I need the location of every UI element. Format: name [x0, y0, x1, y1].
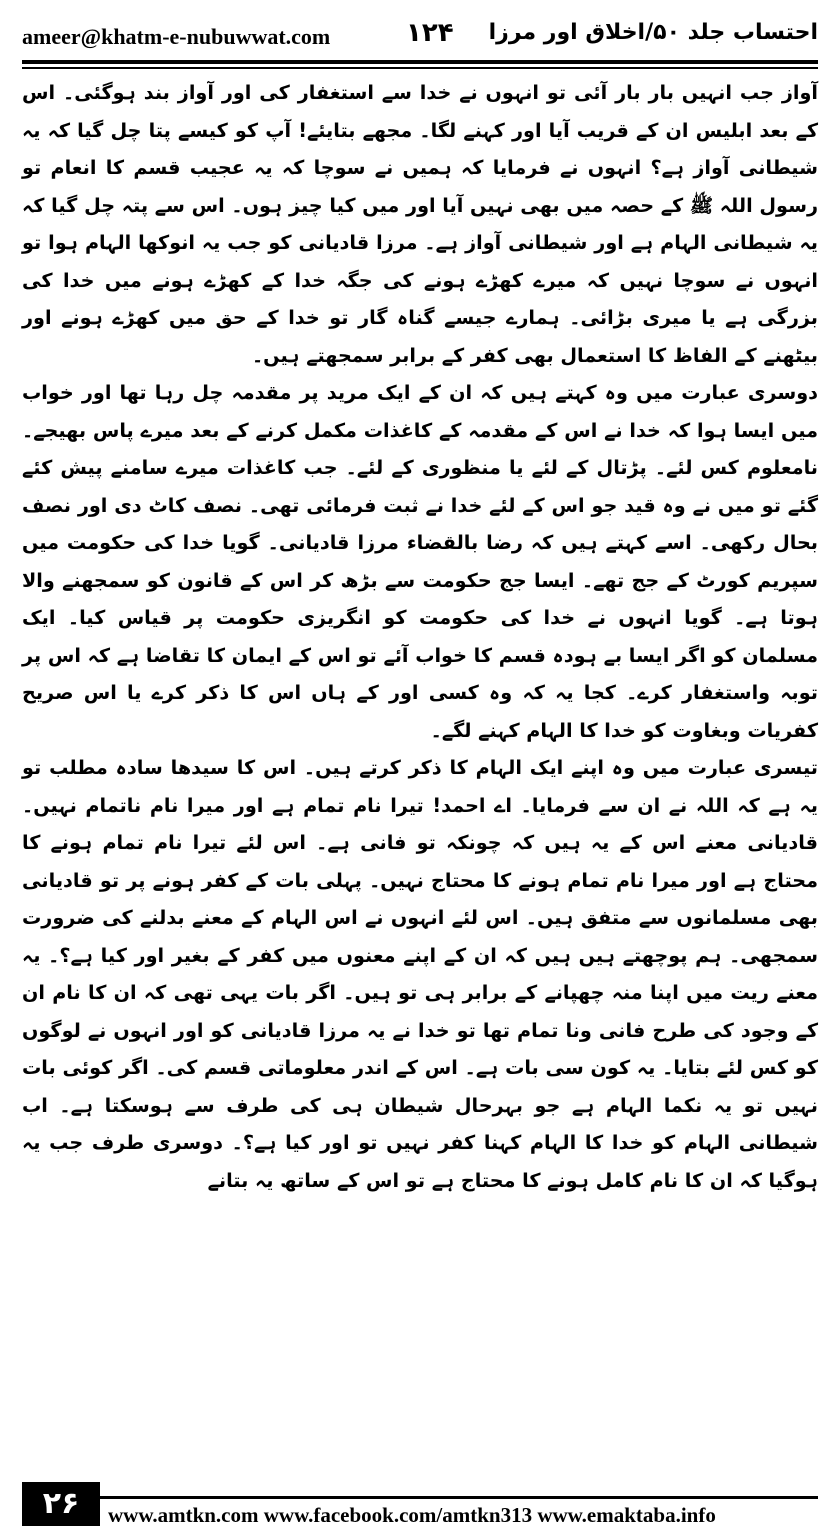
running-title: احتساب جلد ۵۰/اخلاق اور مرزا — [488, 20, 818, 45]
header-email: ameer@khatm-e-nubuwwat.com — [22, 24, 331, 49]
footer-urls: www.amtkn.com www.facebook.com/amtkn313 www.emaktaba.info — [108, 1503, 716, 1527]
header-rule-thick — [22, 60, 818, 64]
page-header — [22, 18, 818, 54]
footer-url-bar — [100, 1496, 818, 1526]
paragraph: دوسری عبارت میں وہ کہتے ہیں کہ ان کے ایک مرید پر مقدمہ چل رہا تھا اور خواب میں ایسا ہوا کہ خدا نے اس کے مقدمہ کے کاغذات مکمل کرنے کے بعد میرے پاس بھیجے۔ نامعلوم کس لئے۔ پڑتال کے لئے یا منظوری کے لئے۔ جب کاغذات میرے سامنے پیش کئے گئے تو میں نے وہ قید جو اس کے لئے خدا نے ثبت فرمائی تھی۔ نصف کاٹ دی اور نصف بحال رکھی۔ اسے کہتے ہیں کہ رضا بالقضاء مرزا قادیانی۔ گویا خدا کی حکومت میں سپریم کورٹ کے جج تھے۔ ایسا جج حکومت سے بڑھ کر اس کے قانون کو سمجھنے والا ہوتا ہے۔ گویا انہوں نے خدا کی حکومت کو انگریزی حکومت پر قیاس کیا۔ ایک مسلمان کو اگر ایسا بے ہودہ قسم کا خواب آئے تو اس کے ایمان کا تقاضا ہے کہ اس پر توبہ واستغفار کرے۔ کجا یہ کہ وہ کسی اور کے ہاں اس کا ذکر کرے یا اس صریح کفریات وبغاوت کو خدا کا الہام کہنے لگے۔ — [22, 381, 818, 742]
body-text — [22, 74, 818, 1199]
paragraph: تیسری عبارت میں وہ اپنے ایک الہام کا ذکر کرتے ہیں۔ اس کا سیدھا سادہ مطلب تو یہ ہے کہ اللہ نے ان سے فرمایا۔ اے احمد! تیرا نام تمام ہے اور میرا نام ناتمام نہیں۔ قادیانی معنے اس کے یہ ہیں کہ چونکہ تو فانی ہے۔ اس لئے تیرا نام تمام ہونے کا محتاج ہے اور میرا نام تمام ہونے کا محتاج نہیں۔ پہلی بات کے کفر ہونے پر تو قادیانی بھی مسلمانوں سے متفق ہیں۔ اس لئے انہوں نے اس الہام کے معنے بدلنے کی ضرورت سمجھی۔ ہم پوچھتے ہیں ہیں کہ ان کے اپنے معنوں میں کفر کے بغیر اور کیا ہے؟۔ یہ معنے ریت میں اپنا منہ چھپانے کے برابر ہی تو ہیں۔ اگر بات یہی تھی کہ ان کا نام ان کے وجود کی طرح فانی ونا تمام تھا تو خدا نے یہ مرزا قادیانی کو اور انہوں نے لوگوں کو کس لئے بتایا۔ یہ کون سی بات ہے۔ اس کے اندر معلوماتی قسم کی۔ اگر کوئی بات نہیں تو یہ نکما الہام ہے جو بہرحال شیطان ہی کی طرف سے ہوسکتا ہے۔ اب شیطانی الہام کو خدا کا الہام کہنا کفر نہیں تو اور کیا ہے؟۔ دوسری طرف جب یہ ہوگیا کہ ان کا نام کامل ہونے کا محتاج ہے تو اس کے ساتھ یہ بتانے — [22, 756, 818, 1192]
footer-page-number: ۲۶ — [22, 1482, 100, 1526]
page-footer — [22, 1482, 818, 1526]
paragraph: آواز جب انہیں بار بار آئی تو انہوں نے خدا سے استغفار کی اور آواز بند ہوگئی۔ اس کے بعد ابلیس ان کے قریب آیا اور کہنے لگا۔ مجھے بتایئے! آپ کو کیسے پتا چل گیا کہ یہ شیطانی آواز ہے؟ انہوں نے فرمایا کہ ہمیں نے سوچا کہ یہ عجیب قسم کا انعام تو رسول اللہ ﷺ کے حصہ میں بھی نہیں آیا اور میں کیا چیز ہوں۔ اس سے پتہ چل گیا کہ یہ شیطانی الہام ہے اور شیطانی آواز ہے۔ مرزا قادیانی کو جب یہ انوکھا الہام ہوا تو انہوں نے سوچا نہیں کہ میرے کھڑے ہونے کی جگہ خدا کے کھڑے ہونے میں خدا کی بزرگی ہے یا میری بڑائی۔ ہمارے جیسے گناہ گار تو خدا کے حق میں کھڑے ہونے اور بیٹھنے کے الفاظ کا استعمال بھی کفر کے برابر سمجھتے ہیں۔ — [22, 81, 818, 367]
header-rule-thin — [22, 67, 818, 69]
header-page-number: ۱۲۴ — [406, 18, 454, 48]
